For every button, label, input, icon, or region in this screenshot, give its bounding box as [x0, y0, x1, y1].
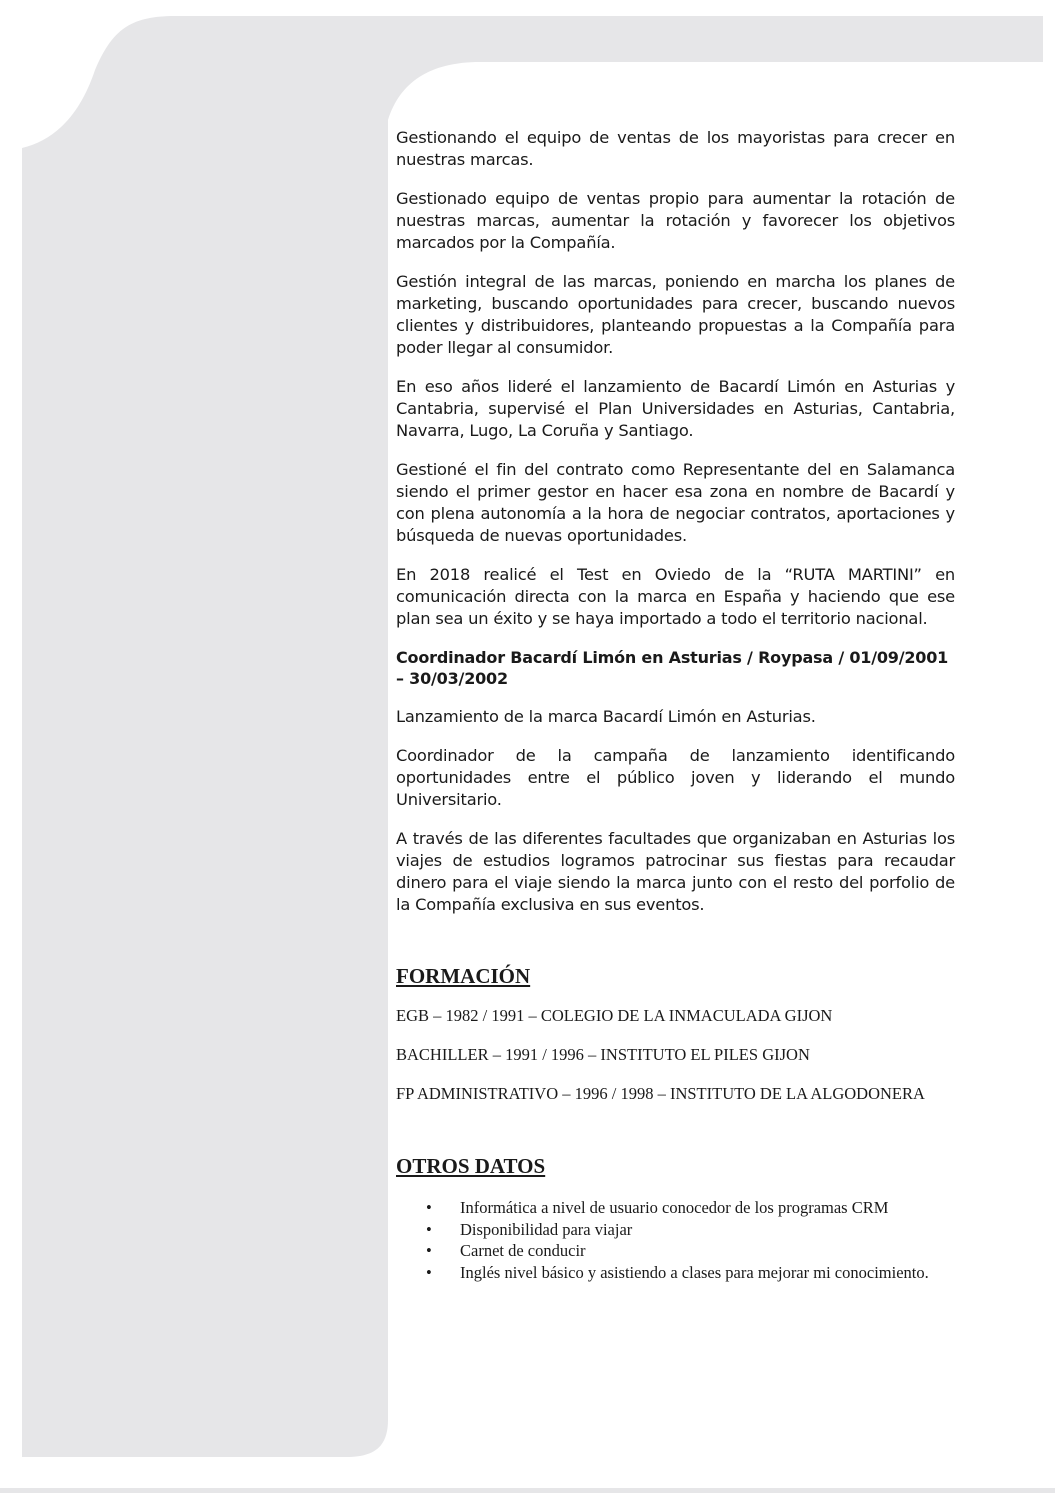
other-data-list: [396, 1197, 955, 1283]
bullet-icon: •: [426, 1241, 432, 1260]
list-item: • Carnet de conducir: [426, 1241, 586, 1260]
job-title: Coordinador Bacardí Limón en Asturias / Roypasa / 01/09/2001 – 30/03/2002: [396, 648, 949, 688]
education-item: FP ADMINISTRATIVO – 1996 / 1998 – INSTITUTO DE LA ALGODONERA: [396, 1084, 925, 1103]
bottom-divider: [0, 1488, 1055, 1493]
education-item: EGB – 1982 / 1991 – COLEGIO DE LA INMACULADA GIJON: [396, 1006, 833, 1025]
bullet-icon: •: [426, 1219, 432, 1239]
cv-content: [396, 127, 955, 1283]
section-title-formacion: FORMACIÓN: [396, 964, 531, 988]
experience-paragraph: En 2018 realicé el Test en Oviedo de la “RUTA MARTINI” en comunicación directa con la marca en España y haciendo que ese plan sea un éxito y se haya importado a todo el territorio nacional.: [396, 565, 955, 628]
section-title-otros-datos: OTROS DATOS: [396, 1154, 546, 1178]
list-item: • Informática a nivel de usuario conocedor de los programas CRM: [426, 1198, 889, 1217]
list-item: • Inglés nivel básico y asistiendo a clases para mejorar mi conocimiento.: [426, 1262, 929, 1282]
experience-paragraph: Gestionado equipo de ventas propio para aumentar la rotación de nuestras marcas, aumentar la rotación y favorecer los objetivos marcados por la Compañía.: [396, 189, 955, 252]
job-paragraph: Coordinador de la campaña de lanzamiento identificando oportunidades entre el público joven y liderando el mundo Universitario.: [396, 746, 955, 809]
experience-paragraph: Gestioné el fin del contrato como Representante del en Salamanca siendo el primer gestor en hacer esa zona en nombre de Bacardí y con plena autonomía a la hora de negociar contratos, aportaciones y búsqueda de nuevas oportunidades.: [396, 460, 955, 545]
education-item: BACHILLER – 1991 / 1996 – INSTITUTO EL PILES GIJON: [396, 1045, 810, 1064]
job-paragraph: Lanzamiento de la marca Bacardí Limón en Asturias.: [396, 707, 816, 726]
experience-paragraph: Gestionando el equipo de ventas de los mayoristas para crecer en nuestras marcas.: [396, 128, 955, 169]
experience-paragraph: En eso años lideré el lanzamiento de Bacardí Limón en Asturias y Cantabria, supervisé el Plan Universidades en Asturias, Cantabria, Navarra, Lugo, La Coruña y Santiago.: [396, 377, 955, 440]
bullet-icon: •: [426, 1198, 432, 1217]
job-paragraph: A través de las diferentes facultades que organizaban en Asturias los viajes de estudios logramos patrocinar sus fiestas para recaudar dinero para el viaje siendo la marca junto con el resto del porfolio de la Compañía exclusiva en sus eventos.: [396, 829, 955, 914]
list-item: • Disponibilidad para viajar: [426, 1219, 633, 1239]
experience-paragraph: Gestión integral de las marcas, poniendo en marcha los planes de marketing, buscando oportunidades para crecer, buscando nuevos clientes y distribuidores, planteando propuestas a la Compañía para poder llegar al consumidor.: [396, 272, 955, 357]
bullet-icon: •: [426, 1262, 432, 1282]
